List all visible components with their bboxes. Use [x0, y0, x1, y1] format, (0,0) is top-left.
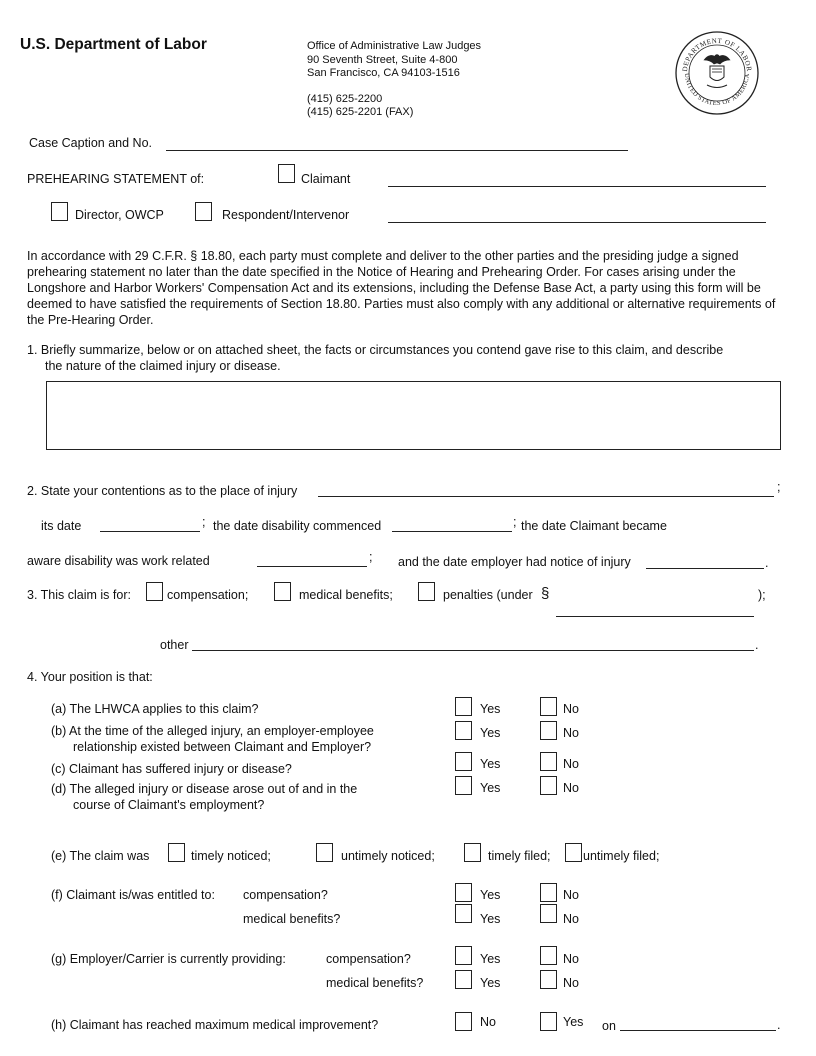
- q4g-medical-label: medical benefits?: [326, 976, 424, 990]
- q4c-yes-label: Yes: [480, 757, 501, 771]
- office-line-2: 90 Seventh Street, Suite 4-800: [307, 53, 458, 66]
- q4g-comp-yes-checkbox[interactable]: [455, 946, 472, 965]
- case-caption-field[interactable]: [166, 150, 628, 151]
- seal-top-text: DEPARTMENT OF LABOR: [680, 36, 754, 73]
- office-line-3: San Francisco, CA 94103-1516: [307, 67, 460, 79]
- director-owcp-checkbox[interactable]: [51, 202, 68, 221]
- q2-semicolon-3: ;: [513, 515, 517, 529]
- penalties-checkbox[interactable]: [418, 582, 435, 601]
- q2-semicolon-1: ;: [777, 480, 781, 494]
- q4f-med-yes-checkbox[interactable]: [455, 904, 472, 923]
- penalties-section-field[interactable]: [556, 616, 754, 617]
- untimely-filed-label: untimely filed;: [583, 849, 660, 863]
- q4b-no-label: No: [563, 726, 579, 740]
- q4g-med-yes-checkbox[interactable]: [455, 970, 472, 989]
- q4h-on-label: on: [602, 1019, 616, 1033]
- place-of-injury-field[interactable]: [318, 496, 774, 497]
- q4b-no-checkbox[interactable]: [540, 721, 557, 740]
- fax-number: (415) 625-2201 (FAX): [307, 106, 414, 118]
- q2-period: .: [765, 556, 769, 570]
- compensation-checkbox[interactable]: [146, 582, 163, 601]
- phone-number: (415) 625-2200: [307, 92, 383, 105]
- q4g-med-no-label: No: [563, 976, 579, 990]
- q4a-yes-checkbox[interactable]: [455, 697, 472, 716]
- timely-filed-checkbox[interactable]: [464, 843, 481, 862]
- q4d-text-line-2: course of Claimant's employment?: [73, 798, 265, 812]
- injury-date-field[interactable]: [100, 531, 200, 532]
- eagle-icon: [704, 55, 730, 88]
- party-name-field[interactable]: [388, 222, 766, 223]
- q4f-medical-label: medical benefits?: [243, 912, 341, 926]
- penalties-label: penalties (under: [443, 588, 533, 602]
- q4a-no-label: No: [563, 702, 579, 716]
- claimant-label: Claimant: [301, 172, 351, 186]
- q4g-text: (g) Employer/Carrier is currently providing:: [51, 952, 286, 966]
- q4d-yes-label: Yes: [480, 781, 501, 795]
- q4d-no-checkbox[interactable]: [540, 776, 557, 795]
- q4g-med-no-checkbox[interactable]: [540, 970, 557, 989]
- q4g-compensation-label: compensation?: [326, 952, 411, 966]
- untimely-noticed-checkbox[interactable]: [316, 843, 333, 862]
- q4b-yes-label: Yes: [480, 726, 501, 740]
- q1-text-line-2: the nature of the claimed injury or disease.: [45, 359, 281, 373]
- q4b-text-line-2: relationship existed between Claimant and Employer?: [73, 740, 372, 754]
- q1-text-line-1: 1. Briefly summarize, below or on attached sheet, the facts or circumstances you contend gave rise to this claim, and describe: [27, 343, 724, 357]
- q4g-comp-no-label: No: [563, 952, 579, 966]
- q4h-period: .: [777, 1018, 781, 1032]
- case-caption-label: Case Caption and No.: [29, 136, 152, 150]
- q4g-comp-no-checkbox[interactable]: [540, 946, 557, 965]
- q4c-no-checkbox[interactable]: [540, 752, 557, 771]
- q4a-yes-label: Yes: [480, 702, 501, 716]
- timely-noticed-checkbox[interactable]: [168, 843, 185, 862]
- untimely-filed-checkbox[interactable]: [565, 843, 582, 862]
- penalties-close-paren: );: [758, 588, 766, 602]
- prehearing-statement-label: PREHEARING STATEMENT of:: [27, 172, 205, 186]
- q4h-text: (h) Claimant has reached maximum medical improvement?: [51, 1018, 379, 1032]
- claimant-aware-label: the date Claimant became: [521, 519, 667, 533]
- q4f-text: (f) Claimant is/was entitled to:: [51, 888, 215, 902]
- aware-work-related-label: aware disability was work related: [27, 554, 210, 568]
- q4f-med-yes-label: Yes: [480, 912, 501, 926]
- section-symbol: §: [541, 585, 550, 602]
- q4c-text: (c) Claimant has suffered injury or disease?: [51, 762, 292, 776]
- q4a-text: (a) The LHWCA applies to this claim?: [51, 702, 259, 716]
- q4h-no-label: No: [480, 1015, 496, 1029]
- untimely-noticed-label: untimely noticed;: [341, 849, 435, 863]
- q1-answer-box[interactable]: [46, 381, 781, 450]
- compensation-label: compensation;: [167, 588, 249, 602]
- q4a-no-checkbox[interactable]: [540, 697, 557, 716]
- q4h-yes-label: Yes: [563, 1015, 584, 1029]
- q4c-yes-checkbox[interactable]: [455, 752, 472, 771]
- q4g-comp-yes-label: Yes: [480, 952, 501, 966]
- other-label: other: [160, 638, 189, 652]
- q2-semicolon-2: ;: [202, 515, 206, 529]
- timely-noticed-label: timely noticed;: [191, 849, 271, 863]
- q4f-compensation-label: compensation?: [243, 888, 328, 902]
- q4f-med-no-checkbox[interactable]: [540, 904, 557, 923]
- q4h-no-checkbox[interactable]: [455, 1012, 472, 1031]
- agency-name: U.S. Department of Labor: [20, 36, 207, 53]
- disability-commenced-label: the date disability commenced: [213, 519, 382, 533]
- other-claim-field[interactable]: [192, 650, 754, 651]
- respondent-intervenor-checkbox[interactable]: [195, 202, 212, 221]
- q4f-comp-no-label: No: [563, 888, 579, 902]
- awareness-date-field[interactable]: [257, 566, 367, 567]
- its-date-label: its date: [41, 519, 82, 533]
- claimant-checkbox[interactable]: [278, 164, 295, 183]
- q4f-comp-no-checkbox[interactable]: [540, 883, 557, 902]
- q4f-med-no-label: No: [563, 912, 579, 926]
- office-address: [307, 40, 481, 120]
- claimant-name-field[interactable]: [388, 186, 766, 187]
- department-seal: [674, 30, 760, 116]
- q4g-med-yes-label: Yes: [480, 976, 501, 990]
- q4f-comp-yes-checkbox[interactable]: [455, 883, 472, 902]
- office-line-1: Office of Administrative Law Judges: [307, 40, 482, 52]
- seal-bottom-text: UNITED STATES OF AMERICA: [682, 72, 752, 108]
- q4d-text-line-1: (d) The alleged injury or disease arose out of and in the: [51, 782, 358, 796]
- employer-notice-date-field[interactable]: [646, 568, 764, 569]
- timely-filed-label: timely filed;: [488, 849, 551, 863]
- q4b-text-line-1: (b) At the time of the alleged injury, an employer-employee: [51, 724, 374, 738]
- q4e-text: (e) The claim was: [51, 849, 150, 863]
- q4h-yes-checkbox[interactable]: [540, 1012, 557, 1031]
- director-owcp-label: Director, OWCP: [75, 208, 164, 222]
- employer-notice-label: and the date employer had notice of injury: [398, 555, 631, 569]
- medical-benefits-checkbox[interactable]: [274, 582, 291, 601]
- q2-semicolon-4: ;: [369, 550, 373, 564]
- q4f-comp-yes-label: Yes: [480, 888, 501, 902]
- q2-place-label: 2. State your contentions as to the place of injury: [27, 484, 298, 498]
- mmi-date-field[interactable]: [620, 1030, 776, 1031]
- q4-label: 4. Your position is that:: [27, 670, 153, 684]
- q3-label: 3. This claim is for:: [27, 588, 131, 602]
- respondent-intervenor-label: Respondent/Intervenor: [222, 208, 350, 222]
- disability-date-field[interactable]: [392, 531, 512, 532]
- medical-benefits-label: medical benefits;: [299, 588, 393, 602]
- instructions-paragraph: In accordance with 29 C.F.R. § 18.80, each party must complete and deliver to the other parties and the presiding judge a signed prehearing statement no later than the date specified in the Notice of Hearing and Prehearing Order. For cases arising under the Longshore and Harbor Workers' Compensation Act and its extensions, including the Defense Base Act, a party using this form will be deemed to have satisfied the requirements of Section 18.80. Parties must also comply with any additional or alternative requirements of the Pre-Hearing Order.: [27, 249, 776, 327]
- q4b-yes-checkbox[interactable]: [455, 721, 472, 740]
- q4c-no-label: No: [563, 757, 579, 771]
- q4d-yes-checkbox[interactable]: [455, 776, 472, 795]
- q4d-no-label: No: [563, 781, 579, 795]
- q3-period: .: [755, 638, 759, 652]
